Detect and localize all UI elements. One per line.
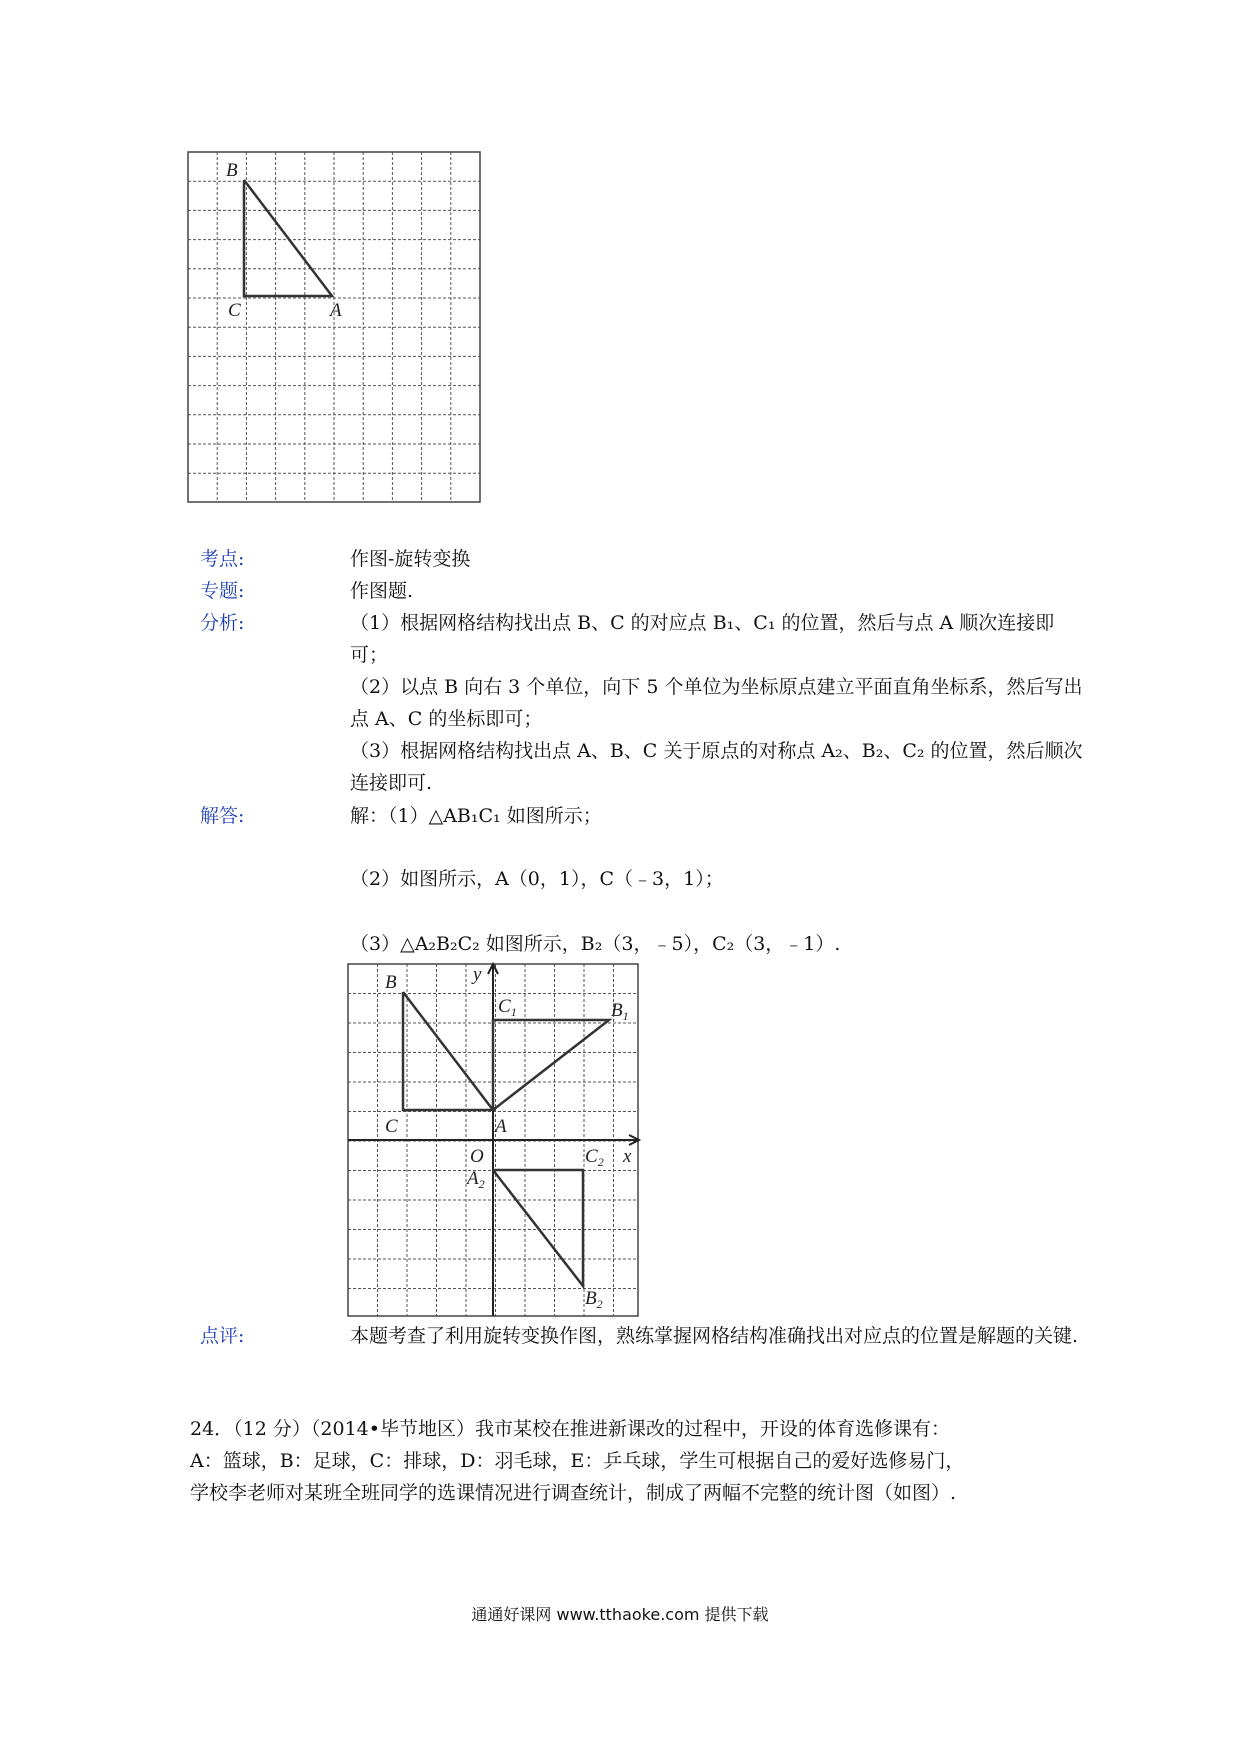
question-24-line-1: 24．（12 分）（2014•毕节地区）我市某校在推进新课改的过程中，开设的体育选修课有： bbox=[190, 1418, 950, 1440]
label-y: y bbox=[473, 964, 482, 985]
fenxi-label: 分析: bbox=[200, 612, 245, 634]
kaodian-text: 作图-旋转变换 bbox=[350, 548, 471, 570]
zhuanti-text: 作图题. bbox=[350, 580, 414, 602]
figure-rotation-coordinate bbox=[345, 962, 645, 1320]
label-a: A bbox=[495, 1116, 507, 1137]
fenxi-step-3: （3）根据网格结构找出点 A、B、C 关于原点的对称点 A₂、B₂、C₂ 的位置，然后顺次连接即可. bbox=[350, 740, 1083, 794]
jieda-step-2: （2）如图所示，A（0，1），C（﹣3，1）； bbox=[350, 868, 724, 890]
page-footer: 通通好课网 www.tthaoke.com 提供下载 bbox=[471, 1605, 769, 1624]
question-24 bbox=[190, 1413, 1090, 1509]
grid-lines bbox=[188, 152, 480, 502]
question-24-line-2: A：篮球，B：足球，C：排球，D：羽毛球，E：乒乓球，学生可根据自己的爱好选修易门， bbox=[190, 1450, 965, 1472]
fenxi-step-2: （2）以点 B 向右 3 个单位，向下 5 个单位为坐标原点建立平面直角坐标系，然后写出点 A、C 的坐标即可； bbox=[350, 676, 1083, 730]
dianping-text: 本题考查了利用旋转变换作图，熟练掌握网格结构准确找出对应点的位置是解题的关键. bbox=[350, 1325, 1079, 1347]
label-b2: $B_2$ bbox=[585, 1288, 603, 1311]
question-24-line-3: 学校李老师对某班全班同学的选课情况进行调查统计，制成了两幅不完整的统计图（如图）. bbox=[190, 1482, 957, 1504]
label-c: C bbox=[228, 300, 241, 321]
label-a2: $A_2$ bbox=[467, 1168, 485, 1191]
label-a: A bbox=[330, 300, 342, 321]
triangle-a2b2c2 bbox=[493, 1170, 583, 1286]
triangle-abc bbox=[403, 992, 493, 1110]
label-b: B bbox=[226, 160, 238, 181]
label-c: C bbox=[385, 1116, 398, 1137]
triangle-ab1c1 bbox=[493, 1020, 609, 1110]
label-x: x bbox=[623, 1146, 632, 1167]
fenxi-step-1: （1）根据网格结构找出点 B、C 的对应点 B₁、C₁ 的位置，然后与点 A 顺次连接即可； bbox=[350, 612, 1055, 666]
kaodian-label: 考点: bbox=[200, 548, 245, 570]
label-b1: $B_1$ bbox=[611, 1000, 629, 1023]
label-origin: O bbox=[470, 1146, 484, 1167]
zhuanti-label: 专题: bbox=[200, 580, 245, 602]
jieda-step-3: （3）△A₂B₂C₂ 如图所示，B₂（3，﹣5），C₂（3，﹣1）. bbox=[350, 933, 841, 955]
label-c1: $C_1$ bbox=[498, 996, 517, 1019]
jieda-step-1: 解：（1）△AB₁C₁ 如图所示； bbox=[350, 805, 602, 827]
dianping-label: 点评: bbox=[200, 1325, 245, 1347]
figure-triangle-abc bbox=[186, 150, 486, 506]
fenxi-body bbox=[350, 607, 1090, 799]
label-c2: $C_2$ bbox=[585, 1146, 604, 1169]
jieda-label: 解答: bbox=[200, 805, 245, 827]
label-b: B bbox=[385, 972, 397, 993]
triangle-abc bbox=[244, 180, 332, 296]
